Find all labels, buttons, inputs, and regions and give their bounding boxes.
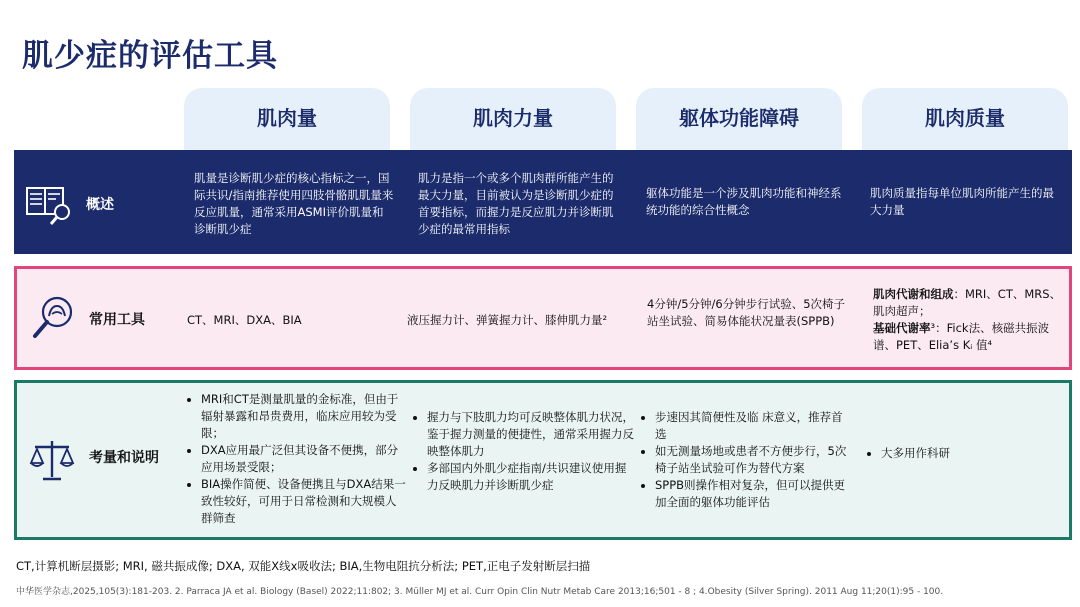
column-header-muscle-quality: 肌肉质量 <box>862 88 1068 158</box>
list-item: • DXA应用最广泛但其设备不便携，部分应用场景受限； <box>201 442 407 476</box>
overview-muscle-quality: 肌肉质量指每单位肌肉所能产生的最大力量 <box>870 186 1054 217</box>
row-label-overview: 概述 <box>86 197 114 213</box>
list-item: • 多部国内外肌少症指南/共识建议使用握力反映肌力并诊断肌少症 <box>427 460 637 494</box>
abbreviation-footnote: CT,计算机断层摄影; MRI, 磁共振成像; DXA, 双能X线x吸收法; BIA,生物电阻抗分析法; PET,正电子发射断层扫描 <box>16 559 591 573</box>
row-label-considerations: 考量和说明 <box>89 450 159 466</box>
tools-muscle-quality <box>873 286 1067 354</box>
notes-muscle-quality <box>867 445 1057 462</box>
list-item: • SPPB则操作相对复杂，但可以提供更加全面的躯体功能评估 <box>655 477 851 511</box>
row-overview <box>14 150 1072 254</box>
column-header-muscle-strength: 肌肉力量 <box>410 88 616 158</box>
column-header-muscle-mass: 肌肉量 <box>184 88 390 158</box>
basal-metabolic-text: ³：Fick法、核磁共振波谱、PET、Elia’s Kᵢ 值⁴ <box>873 321 1050 352</box>
overview-muscle-strength: 肌力是指一个或多个肌肉群所能产生的最大力量，目前被认为是诊断肌少症的首要指标，而握力是反应肌力并诊断肌少症的最常用指标 <box>418 171 614 236</box>
list-item: • 步速因其简便性及临 床意义，推荐首选 <box>655 409 851 443</box>
page-title: 肌少症的评估工具 <box>22 38 278 74</box>
list-item: • MRI和CT是测量肌量的金标准，但由于辐射暴露和昂贵费用，临床应用较为受限； <box>201 391 407 442</box>
basal-metabolic-label: 基础代谢率 <box>873 321 931 335</box>
row-common-tools <box>14 266 1072 370</box>
balance-scale-icon <box>27 435 77 485</box>
tools-muscle-mass: CT、MRI、DXA、BIA <box>187 313 302 327</box>
notes-muscle-mass <box>187 391 407 527</box>
book-magnifier-icon <box>24 178 74 228</box>
list-item: • 如无测量场地或患者不方便步行，5次椅子站坐试验可作为替代方案 <box>655 443 851 477</box>
references: 中华医学杂志,2025,105(3):181-203. 2. Parraca JA et al. Biology (Basel) 2022;11:802; 3. Müller MJ et al. Curr Opin Clin Nutr Metab Care 2013;16;501 - 8 ; 4.Obesity (Silver Spring). 2011 Aug 11;20(1):95 - 100. <box>16 587 944 597</box>
tools-physical-function: 4分钟/5分钟/6分钟步行试验、5次椅子站坐试验、简易体能状况量表(SPPB) <box>647 297 846 328</box>
row-considerations <box>14 380 1072 540</box>
list-item: • 大多用作科研 <box>881 445 1057 462</box>
notes-physical-function <box>641 409 851 511</box>
muscle-magnifier-icon <box>27 292 77 342</box>
row-label-common-tools: 常用工具 <box>89 312 145 328</box>
overview-physical-function: 躯体功能是一个涉及肌肉功能和神经系统功能的综合性概念 <box>646 186 842 217</box>
overview-muscle-mass: 肌量是诊断肌少症的核心指标之一，国际共识/指南推荐使用四肢骨骼肌肌量来反应肌量，通常采用ASMI评价肌量和诊断肌少症 <box>194 171 394 236</box>
column-header-physical-function: 躯体功能障碍 <box>636 88 842 158</box>
metabolism-label: 肌肉代谢和组成 <box>873 287 954 301</box>
tools-muscle-strength: 液压握力计、弹簧握力计、膝伸肌力量² <box>407 313 608 327</box>
notes-muscle-strength <box>413 409 637 494</box>
metabolism-text: ：MRI、CT、MRS、肌肉超声； <box>873 287 1062 318</box>
list-item: • BIA操作简便、设备便携且与DXA结果一致性较好，可用于日常检测和大规模人群筛查 <box>201 476 407 527</box>
list-item: • 握力与下肢肌力均可反映整体肌力状况，鉴于握力测量的便捷性，通常采用握力反映整体肌力 <box>427 409 637 460</box>
